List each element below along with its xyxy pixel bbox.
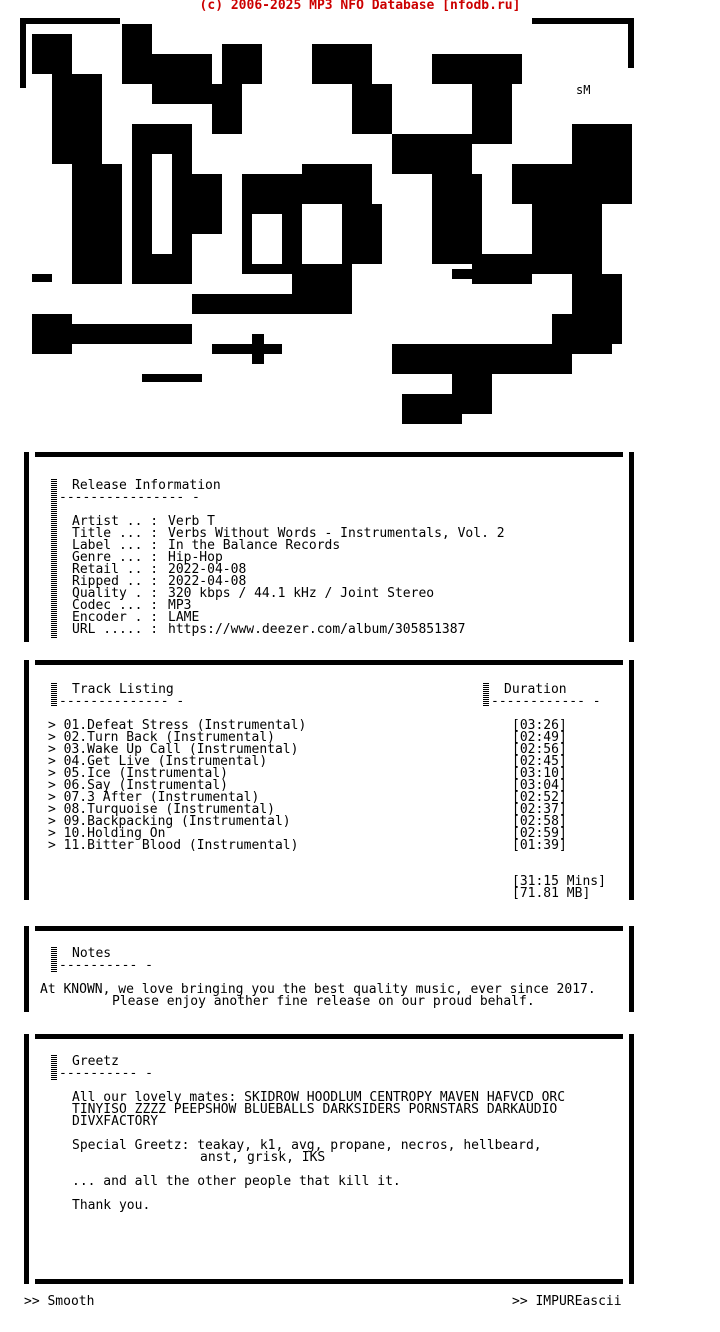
release-field-value: 2022-04-08	[168, 574, 247, 589]
greetz-thanks: Thank you.	[72, 1198, 151, 1213]
notes-line-1: At KNOWN, we love bringing you the best quality music, ever since 2017.	[40, 982, 596, 997]
track-duration: [02:59]	[512, 826, 567, 841]
footer-right: >> IMPUREascii	[512, 1294, 622, 1309]
release-field-value: In the Balance Records	[168, 538, 341, 553]
release-field-value: Verbs Without Words - Instrumentals, Vol. 2	[168, 526, 505, 541]
release-field-label: Encoder . :	[72, 610, 159, 625]
logo-signature: sM	[576, 83, 591, 97]
greetz-others: ... and all the other people that kill it.	[72, 1174, 401, 1189]
release-field-label: Ripped .. :	[72, 574, 159, 589]
greetz-box	[24, 1034, 634, 1284]
track-duration: [03:04]	[512, 778, 567, 793]
track-duration: [03:10]	[512, 766, 567, 781]
duration-heading: Duration	[504, 682, 567, 697]
release-field-value: https://www.deezer.com/album/305851387	[168, 622, 466, 637]
track-name: > 07.3 After (Instrumental)	[48, 790, 260, 805]
release-field-value: Hip-Hop	[168, 550, 223, 565]
release-info-box	[24, 452, 634, 642]
notes-heading: Notes	[72, 946, 112, 961]
release-field-label: Title ... :	[72, 526, 159, 541]
track-name: > 03.Wake Up Call (Instrumental)	[48, 742, 299, 757]
release-heading: Release Information	[72, 478, 221, 493]
track-name: > 06.Say (Instrumental)	[48, 778, 229, 793]
release-field-label: Artist .. :	[72, 514, 159, 529]
track-duration: [02:52]	[512, 790, 567, 805]
duration-underline: ------------ -	[491, 694, 601, 709]
release-field-value: LAME	[168, 610, 200, 625]
release-field-value: MP3	[168, 598, 192, 613]
release-field-label: Label ... :	[72, 538, 159, 553]
release-field-label: Quality . :	[72, 586, 159, 601]
release-field-label: Genre ... :	[72, 550, 159, 565]
release-field-label: Codec ... :	[72, 598, 159, 613]
greetz-special-2: anst, grisk, IKS	[200, 1150, 326, 1165]
greetz-mates-2: TINYISO ZZZZ PEEPSHOW BLUEBALLS DARKSIDERS PORNSTARS DARKAUDIO	[72, 1102, 558, 1117]
track-duration: [02:58]	[512, 814, 567, 829]
track-listing-box	[24, 660, 634, 900]
notes-underline: ---------- -	[59, 958, 153, 973]
total-size: [71.81 MB]	[512, 886, 591, 901]
release-field-value: 320 kbps / 44.1 kHz / Joint Stereo	[168, 586, 435, 601]
notes-box	[24, 926, 634, 1012]
track-name: > 05.Ice (Instrumental)	[48, 766, 229, 781]
greetz-special-1: Special Greetz: teakay, k1, avg, propane, necros, hellbeard,	[72, 1138, 542, 1153]
track-name: > 11.Bitter Blood (Instrumental)	[48, 838, 299, 853]
track-heading: Track Listing	[72, 682, 174, 697]
track-name: > 04.Get Live (Instrumental)	[48, 754, 268, 769]
track-name: > 10.Holding On	[48, 826, 166, 841]
track-name: > 02.Turn Back (Instrumental)	[48, 730, 275, 745]
track-duration: [02:37]	[512, 802, 567, 817]
release-field-label: Retail .. :	[72, 562, 159, 577]
track-duration: [03:26]	[512, 718, 567, 733]
greetz-heading: Greetz	[72, 1054, 119, 1069]
greetz-mates-3: DIVXFACTORY	[72, 1114, 159, 1129]
release-field-value: 2022-04-08	[168, 562, 247, 577]
release-field-label: URL ..... :	[72, 622, 159, 637]
notes-line-2: Please enjoy another fine release on our proud behalf.	[112, 994, 535, 1009]
track-underline: -------------- -	[59, 694, 185, 709]
total-time: [31:15 Mins]	[512, 874, 606, 889]
track-duration: [02:56]	[512, 742, 567, 757]
track-name: > 09.Backpacking (Instrumental)	[48, 814, 291, 829]
track-name: > 08.Turquoise (Instrumental)	[48, 802, 275, 817]
release-field-value: Verb T	[168, 514, 215, 529]
footer-left: >> Smooth	[24, 1294, 95, 1309]
greetz-underline: ---------- -	[59, 1066, 153, 1081]
greetz-mates-1: All our lovely mates: SKIDROW HOODLUM CENTROPY MAVEN HAFVCD ORC	[72, 1090, 566, 1105]
ascii-logo	[12, 14, 642, 444]
track-duration: [01:39]	[512, 838, 567, 853]
release-underline: ---------------- -	[59, 490, 200, 505]
site-header: (c) 2006-2025 MP3 NFO Database [nfodb.ru]	[199, 0, 521, 13]
track-name: > 01.Defeat Stress (Instrumental)	[48, 718, 307, 733]
track-duration: [02:49]	[512, 730, 567, 745]
track-duration: [02:45]	[512, 754, 567, 769]
